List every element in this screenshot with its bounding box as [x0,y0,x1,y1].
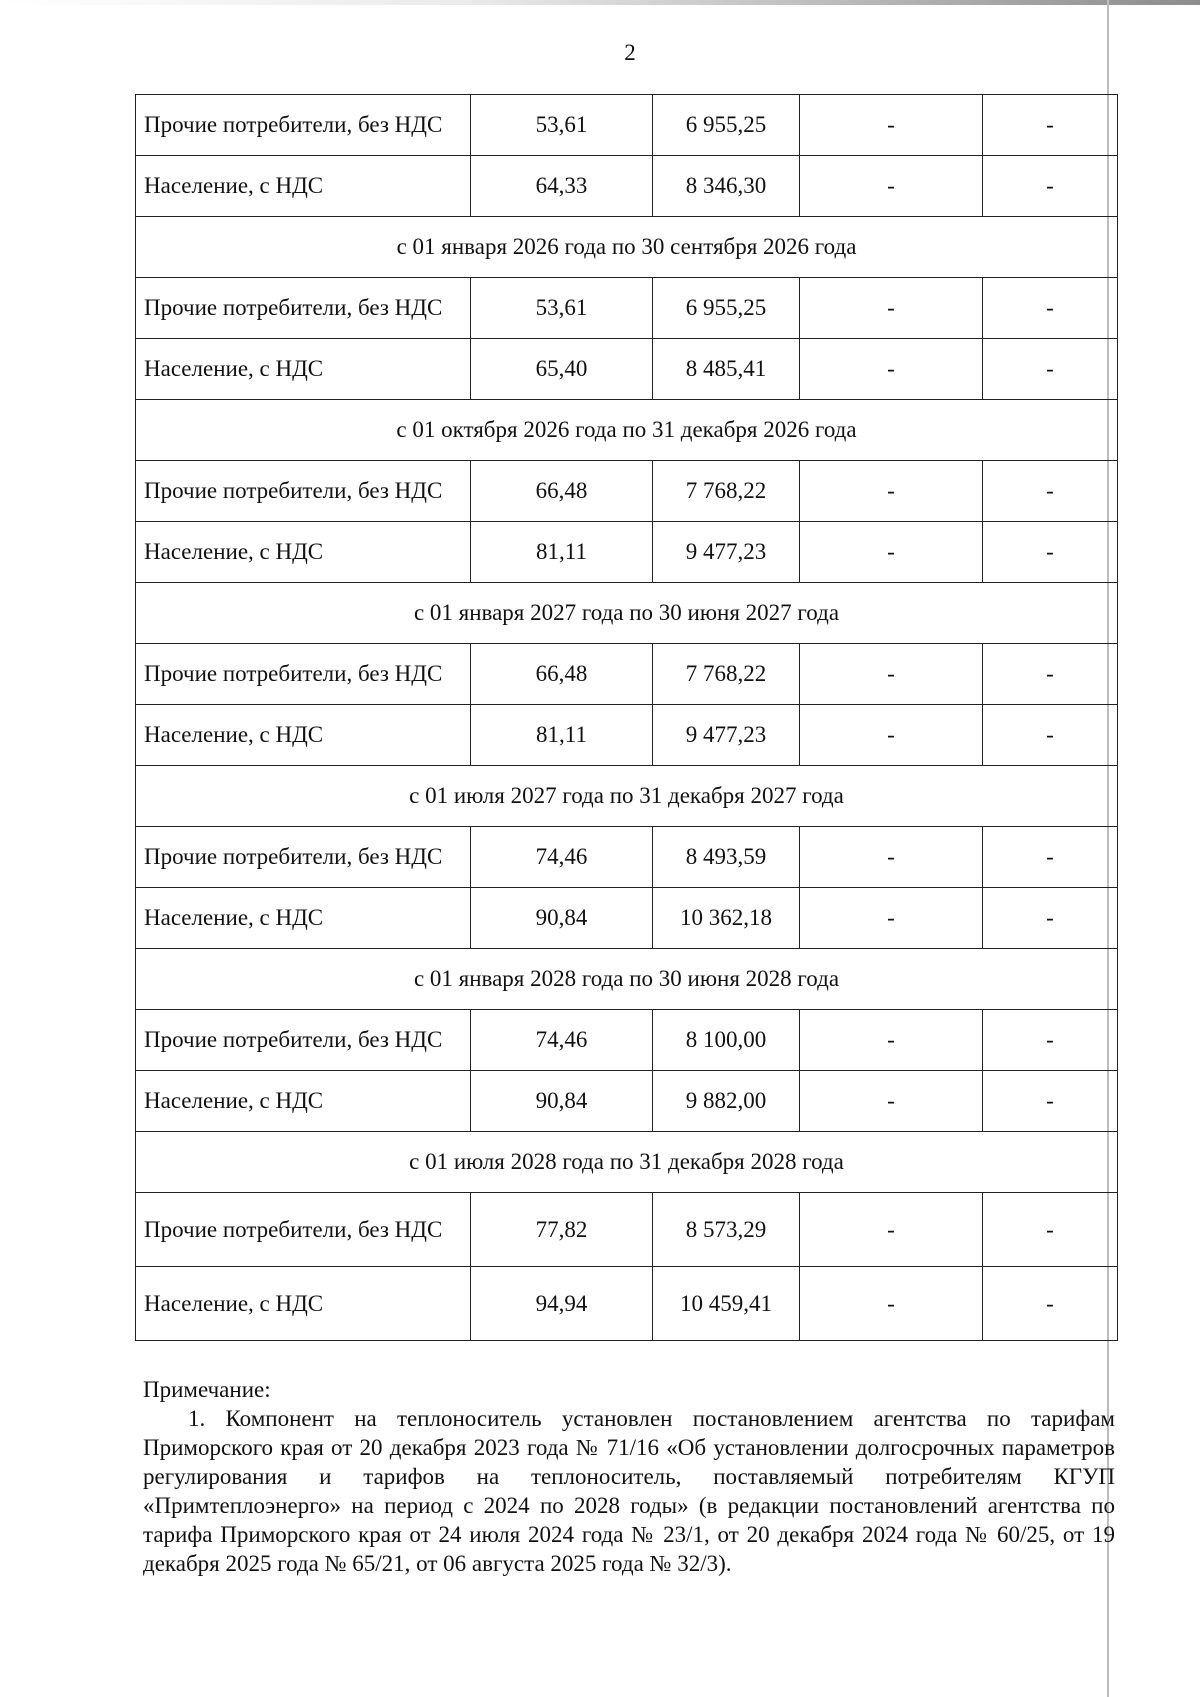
table-row [136,1071,1118,1132]
consumer-name-cell: Население, с НДС [136,888,471,949]
value-cell-4: - [983,705,1118,766]
value-cell-2: 6 955,25 [653,95,800,156]
value-cell-1: 74,46 [471,827,653,888]
value-cell-3: - [800,888,983,949]
value-cell-2: 8 485,41 [653,339,800,400]
value-cell-4: - [983,156,1118,217]
period-header-row [136,766,1118,827]
value-cell-4: - [983,339,1118,400]
consumer-name-cell: Прочие потребители, без НДС [136,644,471,705]
value-cell-2: 8 573,29 [653,1193,800,1267]
value-cell-3: - [800,95,983,156]
table-row [136,339,1118,400]
value-cell-3: - [800,1267,983,1341]
value-cell-1: 74,46 [471,1010,653,1071]
value-cell-2: 8 346,30 [653,156,800,217]
table-row [136,278,1118,339]
value-cell-1: 90,84 [471,1071,653,1132]
value-cell-1: 81,11 [471,705,653,766]
period-label: с 01 июля 2027 года по 31 декабря 2027 года [136,766,1118,827]
period-label: с 01 января 2028 года по 30 июня 2028 года [136,949,1118,1010]
period-header-row [136,949,1118,1010]
tariff-table-body [136,95,1118,1341]
period-label: с 01 января 2027 года по 30 июня 2027 года [136,583,1118,644]
period-header-row [136,217,1118,278]
note-title: Примечание: [143,1377,271,1402]
consumer-name-cell: Население, с НДС [136,705,471,766]
value-cell-4: - [983,95,1118,156]
table-row [136,888,1118,949]
consumer-name-cell: Прочие потребители, без НДС [136,95,471,156]
page-number: 2 [624,40,636,65]
value-cell-4: - [983,827,1118,888]
value-cell-3: - [800,461,983,522]
value-cell-3: - [800,522,983,583]
consumer-name-cell: Прочие потребители, без НДС [136,827,471,888]
value-cell-4: - [983,278,1118,339]
scan-top-shadow [0,0,1200,5]
period-header-row [136,583,1118,644]
consumer-name-cell: Население, с НДС [136,339,471,400]
value-cell-3: - [800,339,983,400]
value-cell-2: 10 362,18 [653,888,800,949]
consumer-name-cell: Прочие потребители, без НДС [136,461,471,522]
table-row [136,95,1118,156]
consumer-name-cell: Население, с НДС [136,1267,471,1341]
consumer-name-cell: Население, с НДС [136,1071,471,1132]
consumer-name-cell: Население, с НДС [136,156,471,217]
value-cell-3: - [800,827,983,888]
value-cell-2: 8 493,59 [653,827,800,888]
note-section [143,1375,1115,1578]
value-cell-1: 66,48 [471,644,653,705]
value-cell-4: - [983,1193,1118,1267]
value-cell-3: - [800,644,983,705]
value-cell-1: 64,33 [471,156,653,217]
value-cell-1: 53,61 [471,95,653,156]
consumer-name-cell: Население, с НДС [136,522,471,583]
value-cell-1: 53,61 [471,278,653,339]
value-cell-2: 9 477,23 [653,522,800,583]
table-row [136,1193,1118,1267]
value-cell-2: 10 459,41 [653,1267,800,1341]
value-cell-1: 66,48 [471,461,653,522]
value-cell-2: 7 768,22 [653,644,800,705]
consumer-name-cell: Прочие потребители, без НДС [136,278,471,339]
value-cell-1: 81,11 [471,522,653,583]
table-row [136,461,1118,522]
value-cell-2: 7 768,22 [653,461,800,522]
table-row [136,156,1118,217]
table-row [136,1267,1118,1341]
value-cell-4: - [983,1267,1118,1341]
note-text: 1. Компонент на теплоноситель установлен постановлением агентства по тарифам Приморского края от 20 декабря 2023 года № 71/16 «Об установлении долгосрочных параметров регулирования и тарифов на теплоноситель, поставляемый потребителям КГУП «Примтеплоэнерго» на период с 2024 по 2028 годы» (в редакции постановлений агентства по тарифа Приморского края от 24 июля 2024 года № 23/1, от 20 декабря 2024 года № 60/25, от 19 декабря 2025 года № 65/21, от 06 августа 2025 года № 32/3). [143,1406,1115,1576]
value-cell-2: 9 477,23 [653,705,800,766]
value-cell-1: 77,82 [471,1193,653,1267]
value-cell-2: 6 955,25 [653,278,800,339]
period-label: с 01 октября 2026 года по 31 декабря 2026 года [136,400,1118,461]
value-cell-3: - [800,156,983,217]
period-header-row [136,400,1118,461]
table-row [136,1010,1118,1071]
value-cell-4: - [983,461,1118,522]
value-cell-1: 94,94 [471,1267,653,1341]
value-cell-3: - [800,1071,983,1132]
value-cell-1: 90,84 [471,888,653,949]
value-cell-3: - [800,1193,983,1267]
table-row [136,522,1118,583]
value-cell-3: - [800,705,983,766]
value-cell-3: - [800,278,983,339]
value-cell-4: - [983,644,1118,705]
table-row [136,705,1118,766]
consumer-name-cell: Прочие потребители, без НДС [136,1010,471,1071]
period-label: с 01 июля 2028 года по 31 декабря 2028 года [136,1132,1118,1193]
consumer-name-cell: Прочие потребители, без НДС [136,1193,471,1267]
value-cell-4: - [983,1010,1118,1071]
value-cell-1: 65,40 [471,339,653,400]
tariff-table [135,94,1118,1341]
period-header-row [136,1132,1118,1193]
value-cell-4: - [983,522,1118,583]
table-row [136,644,1118,705]
value-cell-2: 8 100,00 [653,1010,800,1071]
period-label: с 01 января 2026 года по 30 сентября 2026 года [136,217,1118,278]
value-cell-3: - [800,1010,983,1071]
value-cell-2: 9 882,00 [653,1071,800,1132]
value-cell-4: - [983,888,1118,949]
value-cell-4: - [983,1071,1118,1132]
table-row [136,827,1118,888]
